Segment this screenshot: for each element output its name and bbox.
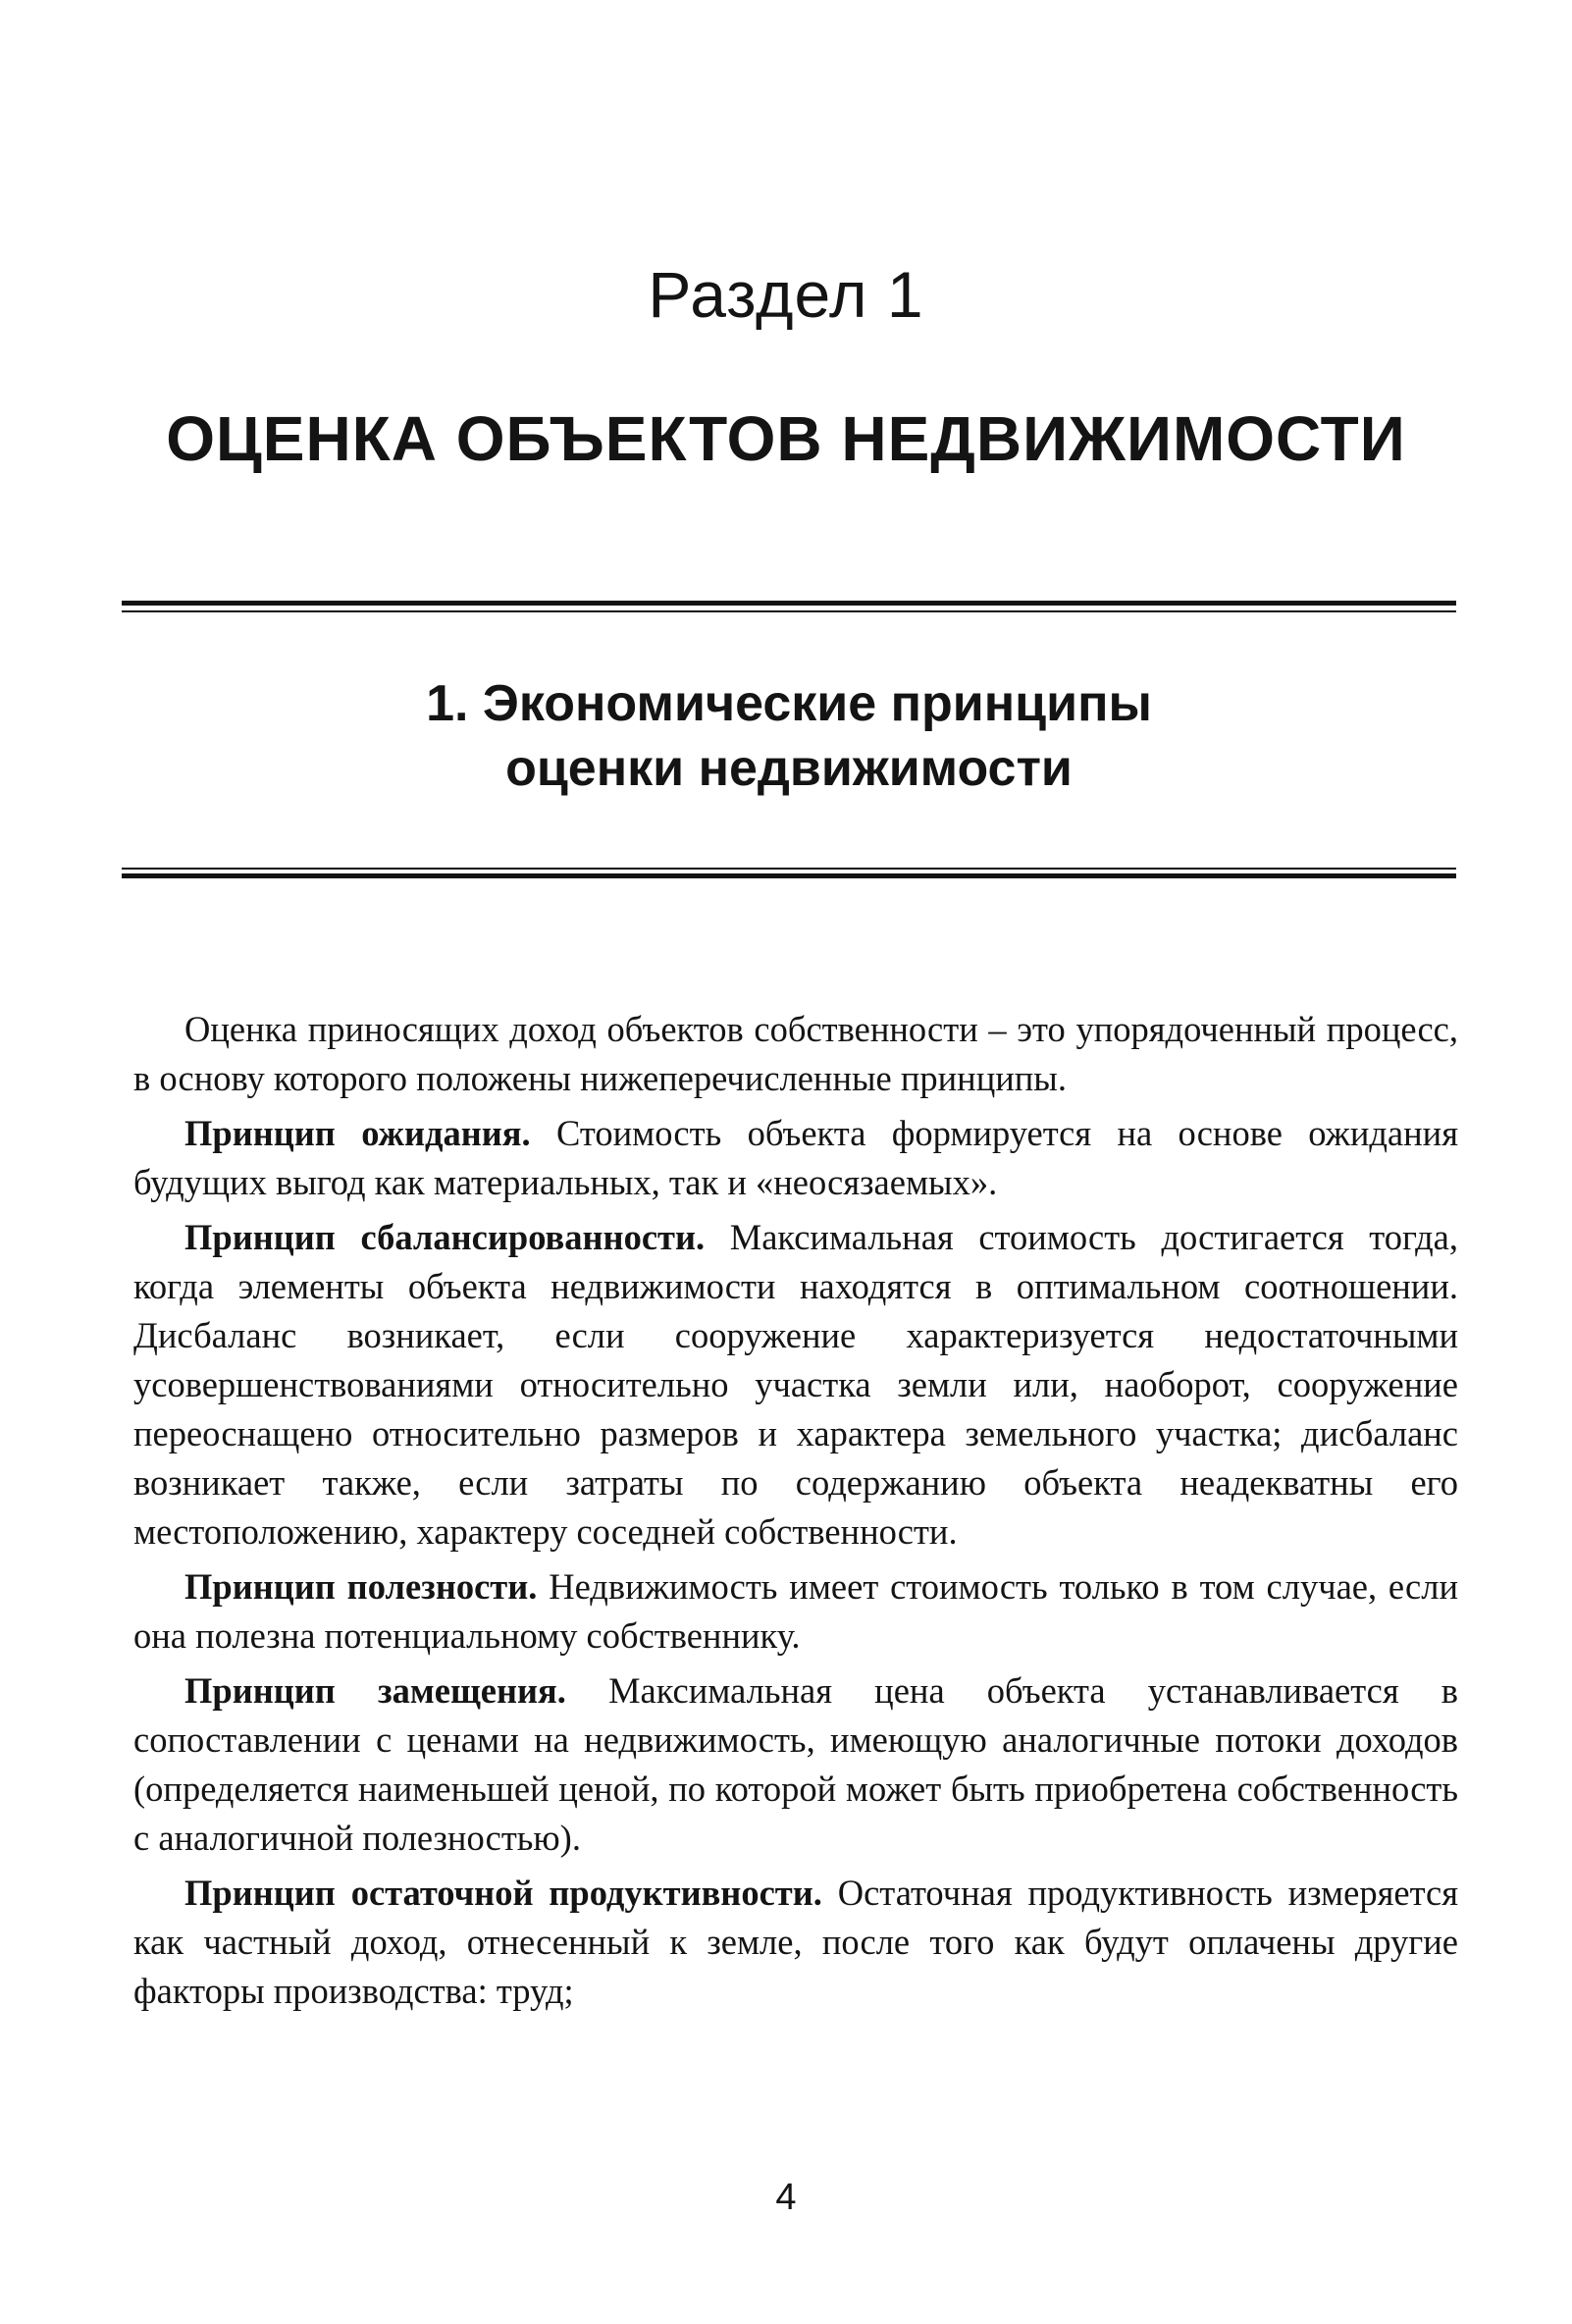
paragraph-lead: Принцип полезности.: [184, 1566, 538, 1607]
paragraph-text: Максимальная стоимость достигается тогда, когда элементы объекта недвижимости находятся в оптимальном соотношении. Дисбаланс возникает, если сооружение характеризуется недостаточными усовершенствованиями относительно участка земли или, наоборот, сооружение переоснащено относительно размеров и характера земельного участка; дисбаланс возникает также, если затраты по содержанию объекта неадекватны его местоположению, характеру соседней собственности.: [133, 1217, 1458, 1552]
top-double-rule: [122, 601, 1456, 614]
paragraph-lead: Принцип ожидания.: [184, 1113, 531, 1153]
chapter-title-line-1: 1. Экономические принципы: [426, 675, 1152, 732]
paragraph-lead: Принцип остаточной продуктивности.: [184, 1873, 822, 1913]
chapter-title-line-2: оценки недвижимости: [505, 740, 1073, 797]
paragraph-residual-productivity-principle: [133, 1869, 1458, 2016]
paragraph-text: Максимальная цена объекта устанавливается в сопоставлении с ценами на недвижимость, имеющую аналогичные потоки доходов (определяется наименьшей ценой, по которой может быть приобретена собственность с аналогичной полезностью).: [133, 1670, 1458, 1858]
paragraph-text: Остаточная продуктивность измеряется как частный доход, отнесенный к земле, после того как будут оплачены другие факторы производства: труд;: [133, 1873, 1458, 2011]
paragraph-lead: Принцип сбалансированности.: [184, 1217, 706, 1257]
rule-thick-line: [122, 601, 1456, 606]
bottom-double-rule: [122, 868, 1456, 881]
body-text: [133, 1005, 1458, 2022]
section-label: Раздел 1: [648, 258, 924, 331]
paragraph-expectation-principle: [133, 1109, 1458, 1207]
paragraph-utility-principle: [133, 1562, 1458, 1661]
paragraph-text: Стоимость объекта формируется на основе ожидания будущих выгод как материальных, так и «неосязаемых».: [133, 1113, 1458, 1202]
rule-thick-line: [122, 873, 1456, 878]
chapter-title: [122, 671, 1456, 801]
paragraph-text: Оценка приносящих доход объектов собственности – это упорядоченный процесс, в основу которого положены нижеперечисленные принципы.: [133, 1009, 1458, 1098]
paragraph-lead: Принцип замещения.: [184, 1670, 566, 1711]
rule-thin-line: [122, 868, 1456, 870]
paragraph-text: Недвижимость имеет стоимость только в том случае, если она полезна потенциальному собственнику.: [133, 1566, 1458, 1656]
page-number: 4: [775, 2177, 797, 2218]
rule-thin-line: [122, 610, 1456, 612]
paragraph-intro: [133, 1005, 1458, 1103]
paragraph-balance-principle: [133, 1213, 1458, 1557]
section-title: ОЦЕНКА ОБЪЕКТОВ НЕДВИЖИМОСТИ: [166, 403, 1406, 474]
paragraph-substitution-principle: [133, 1666, 1458, 1863]
